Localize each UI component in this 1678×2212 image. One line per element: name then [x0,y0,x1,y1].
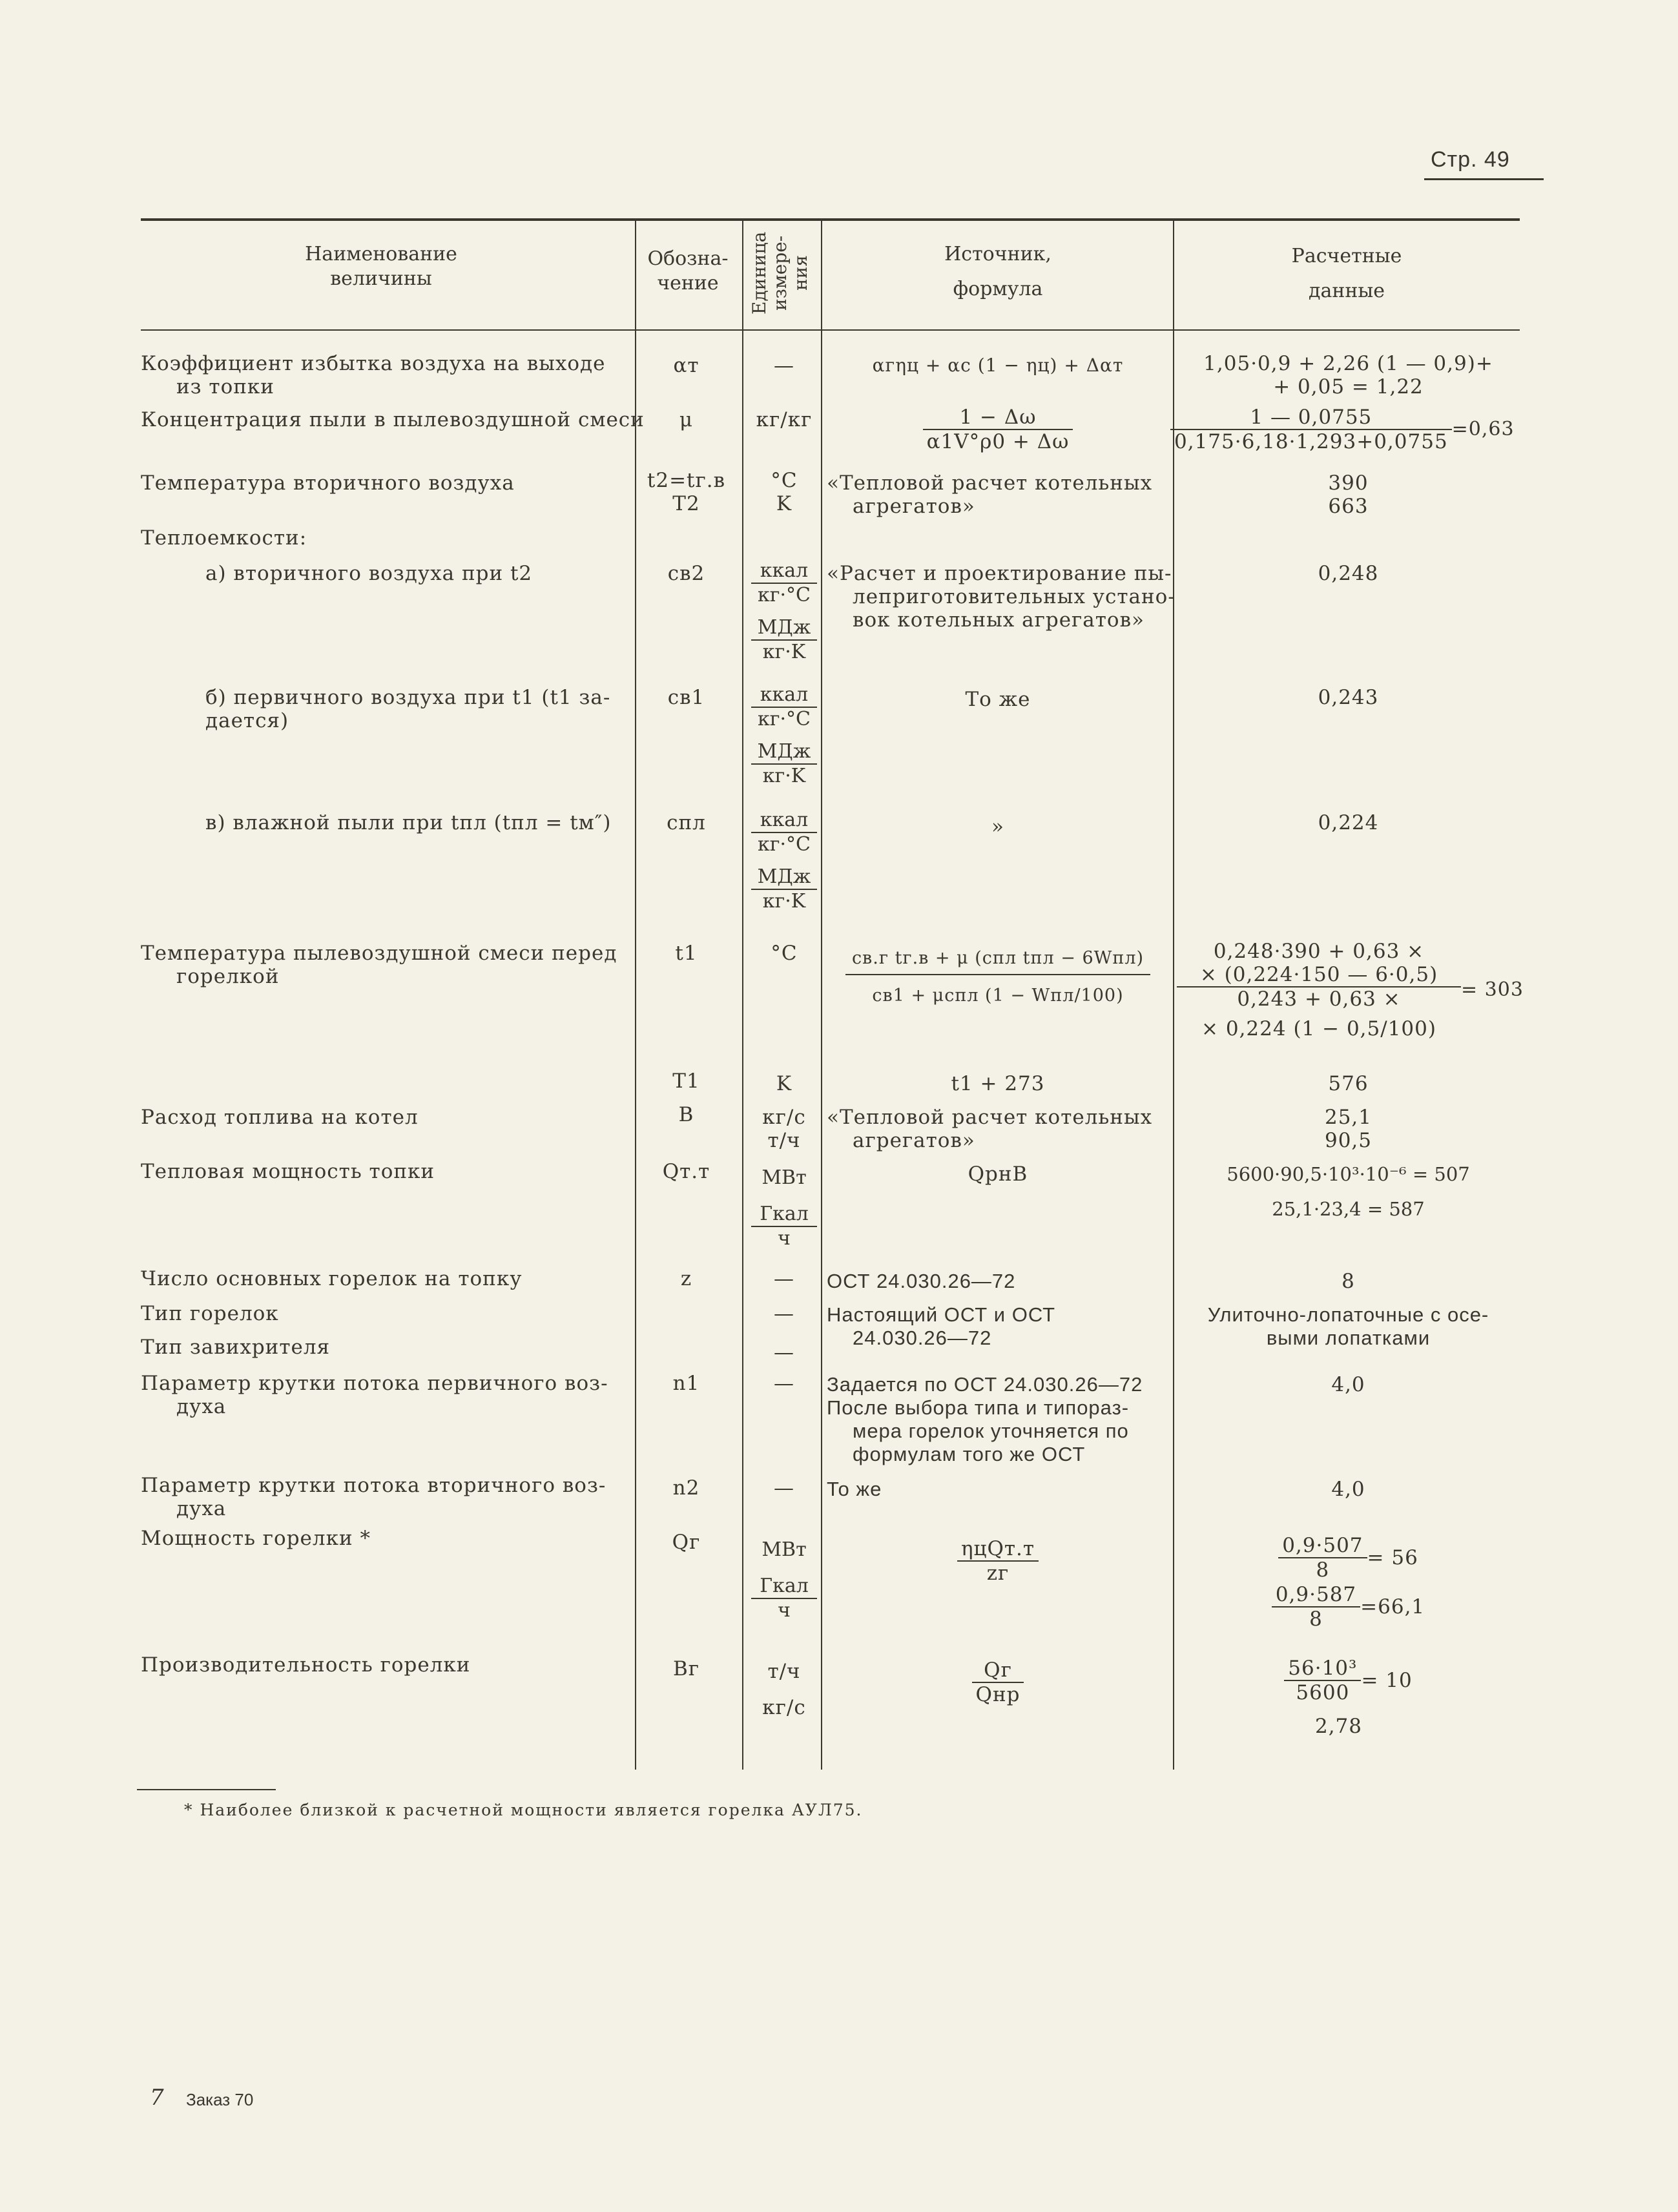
row-data: 4,0 [1331,1478,1365,1501]
row-unit: — [774,1302,794,1325]
table-header-rule [141,329,1520,331]
row-unit: °C [771,942,798,965]
row-data: 1,05·0,9 + 2,26 (1 — 0,9)+ + 0,05 = 1,22 [1203,352,1493,398]
row-unit: кг/с т/ч [762,1106,806,1152]
row-unit: — [774,1372,794,1395]
table-row-name: Тип горелок [141,1302,279,1325]
table-row-name: б) первичного воздуха при t1 (t1 за- дается) [205,686,611,732]
table-row-name: Теплоемкости: [141,526,307,550]
row-data: $\frac{0,9\cdot 507}{8}$ = 56 $\frac{0,9\cdot 587}{8}$ =66,1 [1177,1534,1520,1631]
row-symbol: cпл [667,811,706,834]
row-source: Настоящий ОСТ и ОСТ 24.030.26—72 [827,1303,1056,1349]
row-source: αгηц + αс (1 − ηц) + Δαт [872,355,1124,376]
row-source: ОСТ 24.030.26—72 [827,1270,1016,1292]
row-symbol: Qт.т [662,1160,710,1183]
table-row-name: в) влажной пыли при tпл (tпл = tм″) [205,811,612,834]
column-header-name: Наименование величины [305,243,457,290]
row-symbol: n1 [672,1372,700,1395]
row-unit: °C K [771,469,798,515]
row-unit-fraction: ккал кг·°C МДж кг·K [746,683,822,788]
table-row-name: Температура пылевоздушной смеси перед горелкой [141,942,617,988]
table-row-name: Температура вторичного воздуха [141,471,515,495]
row-symbol: t2=tг.в T2 [647,469,726,515]
footnote-rule [137,1789,276,1790]
row-unit: — [774,1267,794,1290]
row-data: 0,248·390 + 0,63 × × (0,224·150 — 6·0,5) 0,243 + 0,63 × × 0,224 (1 − 0,5/100) = 303 [1177,940,1519,1040]
page-header: Стр. 49 [1431,147,1510,172]
table-row-name: Расход топлива на котел [141,1106,419,1129]
row-symbol: B [678,1103,694,1126]
row-source: «Тепловой расчет котельных агрегатов» [827,1106,1153,1152]
row-symbol: t1 [675,942,698,965]
table-row-name: Тип завихрителя [141,1336,331,1359]
row-source: $\frac{\text{ηцQт.т}}{zг}$ [827,1537,1169,1585]
row-data: 8 [1341,1270,1355,1293]
table-row-name: Параметр крутки потока вторичного воз- духа [141,1474,606,1520]
row-symbol: cв2 [667,562,705,585]
row-unit: т/ч кг/с [762,1660,806,1719]
row-symbol: Qг [672,1531,701,1554]
order-label: Заказ 70 [186,2090,254,2109]
table-row-name: Производительность горелки [141,1653,471,1677]
row-symbol: αт [673,354,699,377]
row-data: 4,0 [1331,1373,1365,1396]
row-data: 0,243 [1318,686,1379,709]
row-unit-fraction: ккал кг·°C МДж кг·K [746,559,822,664]
row-symbol: T1 [672,1070,700,1093]
row-unit: кг/кг [756,408,813,431]
row-source: Задается по ОСТ 24.030.26—72 После выбора типа и типораз- мера горелок уточняется по формулам того же ОСТ [827,1373,1143,1465]
table-top-rule [141,218,1520,221]
table-row-name: Тепловая мощность топки [141,1160,435,1183]
column-header-symbol: Обозна- чение [647,247,729,295]
row-symbol: cв1 [667,686,705,709]
header-rule [1424,178,1544,180]
row-data: 25,1 90,5 [1324,1106,1372,1152]
row-unit-fraction: ккал кг·°C МДж кг·K [746,809,822,913]
row-source: То же [965,688,1031,711]
row-data: 0,224 [1318,811,1379,834]
row-data: 576 [1328,1072,1369,1095]
column-header-data: Расчетные данные [1291,245,1402,302]
row-source: «Расчет и проектирование пы- леприготовительных устано- вок котельных агрегатов» [827,562,1176,632]
row-unit: — [774,354,794,377]
row-source: t1 + 273 [951,1072,1045,1095]
row-source: $\frac{1 - \Delta\omega}{\alpha 1V^\circ\rho 0 + \Delta\omega}$ [827,406,1169,453]
row-source: QрнB [968,1163,1028,1186]
row-symbol: n2 [672,1476,700,1500]
row-source: То же [827,1478,882,1500]
row-data: $\frac{\text{56·10³}}{5600}$ = 10 2,78 [1177,1657,1520,1738]
row-symbol: Bг [672,1657,700,1680]
footnote: * Наиболее близкой к расчетной мощности является горелка АУЛ75. [184,1801,863,1819]
row-data: 5600·90,5·10³·10⁻⁶ = 507 25,1·23,4 = 587 [1227,1163,1470,1220]
page-number: 7 [150,2085,164,2111]
table-row-name: Концентрация пыли в пылевоздушной смеси [141,408,645,431]
row-data: 390 663 [1328,471,1369,518]
row-data: 0,248 [1318,562,1379,585]
row-unit: — [774,1341,794,1364]
column-divider [742,220,743,1770]
column-divider [821,220,822,1770]
row-unit-fraction: МВт Гкал ч [746,1538,822,1622]
row-unit-fraction: МВт Гкал ч [746,1166,822,1250]
column-header-unit: Единица измере- ния [749,231,811,315]
row-unit: K [776,1072,792,1095]
table-row-name: Число основных горелок на топку [141,1267,523,1290]
row-symbol: z [680,1267,692,1290]
column-header-source: Источник, формула [944,243,1051,300]
row-data: $\frac{1 — 0,0755}{0,175\cdot 6,18\cdot 1,293+0,0755}$ =0,63 [1170,406,1519,453]
row-data: Улиточно-лопаточные с осе- выми лопатками [1207,1303,1489,1349]
table-row-name: Коэффициент избытка воздуха на выходе из топки [141,352,606,398]
row-source: » [991,815,1004,838]
table-row-name: Параметр крутки потока первичного воз- духа [141,1372,608,1418]
row-source: $\frac{\text{cв.г tг.в + μ (cпл tпл − 6Wпл)}}{\text{cв1 + μcпл (1 − Wпл/100)}}$ [827,943,1169,1017]
row-unit: — [774,1476,794,1500]
row-source: $\frac{Qг}{\text{Qнр}}$ [827,1659,1169,1706]
table-row-name: а) вторичного воздуха при t2 [205,562,533,585]
row-source: «Тепловой расчет котельных агрегатов» [827,471,1153,518]
table-row-name: Мощность горелки * [141,1527,371,1550]
row-symbol: μ [679,408,694,431]
